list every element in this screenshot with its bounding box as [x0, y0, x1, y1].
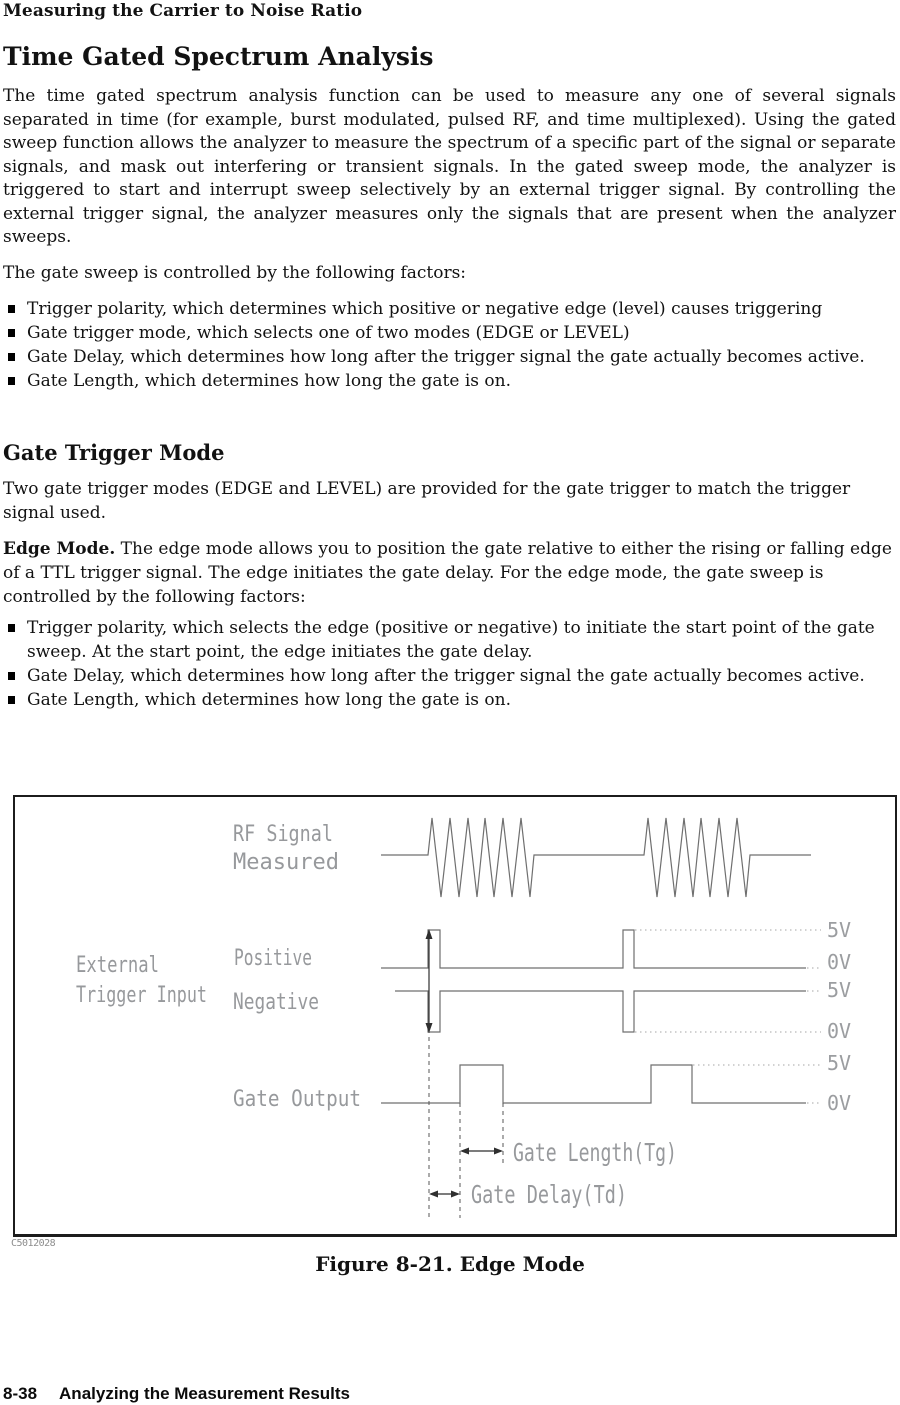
rf-signal-label-line2: Measured [233, 850, 339, 875]
rf-signal-waveform [381, 818, 811, 897]
page-footer [3, 1384, 897, 1404]
edge-mode-paragraph [3, 537, 896, 609]
edge-mode-body-text: The edge mode allows you to position the gate relative to either the rising or falling edge of a TTL trigger signal. The edge initiates the gate delay. For the edge mode, the gate sweep is controlled by the following factors: [3, 539, 892, 607]
arrowhead-right-icon [494, 1148, 503, 1155]
list-item-text: Gate Delay, which determines how long after the trigger signal the gate actually becomes active. [27, 666, 865, 686]
external-trigger-label-line2: Trigger Input [76, 983, 207, 1008]
rf-signal-label-line1: RF Signal [233, 822, 333, 847]
bullet-square-icon [8, 377, 15, 385]
arrowhead-left-icon [429, 1191, 438, 1198]
arrowhead-right-icon [451, 1191, 460, 1198]
section-intro-paragraph: The time gated spectrum analysis function can be used to measure any one of several signals separated in time (for example, burst modulated, pulsed RF, and time multiplexed). Using the gated sweep function allows the analyzer to measure the spectrum of a specific part of the signal or separate signals, and mask out interfering or transient signals. In the gated sweep mode, the analyzer is triggered to start and interrupt sweep selectively by an external trigger signal. By controlling the external trigger signal, the analyzer measures only the signals that are present when the analyzer sweeps. [3, 86, 896, 247]
bullet-square-icon [8, 696, 15, 704]
voltage-label-5v-gate: 5V [827, 1051, 852, 1075]
voltage-label-0v-negative: 0V [827, 1019, 852, 1043]
negative-trigger-waveform [395, 991, 806, 1032]
positive-label: Positive [234, 946, 312, 971]
footer-title: Analyzing the Measurement Results [59, 1384, 350, 1403]
gate-sweep-factors-list [3, 297, 898, 393]
edge-mode-runin-heading: Edge Mode. [3, 539, 116, 559]
list-item-text: Gate trigger mode, which selects one of two modes (EDGE or LEVEL) [27, 323, 630, 343]
running-header: Measuring the Carrier to Noise Ratio [3, 1, 363, 21]
voltage-label-0v-gate: 0V [827, 1091, 852, 1115]
list-item [3, 369, 898, 393]
gate-length-label: Gate Length(Tg) [513, 1138, 677, 1167]
subsection-intro-paragraph: Two gate trigger modes (EDGE and LEVEL) are provided for the gate trigger to match the trigger signal used. [3, 479, 851, 523]
list-item [3, 688, 898, 712]
bullet-square-icon [8, 353, 15, 361]
edge-mode-figure [13, 795, 897, 1237]
list-item [3, 321, 898, 345]
external-trigger-label-line1: External [76, 953, 159, 978]
arrowhead-left-icon [460, 1148, 469, 1155]
list-item-text: Trigger polarity, which selects the edge (positive or negative) to initiate the start point of the gate sweep. At the start point, the edge initiates the gate delay. [27, 618, 875, 662]
section-title: Time Gated Spectrum Analysis [3, 42, 434, 71]
negative-label: Negative [233, 990, 319, 1015]
list-item-text: Gate Length, which determines how long the gate is on. [27, 371, 512, 391]
gate-output-label: Gate Output [233, 1087, 361, 1112]
bullet-square-icon [8, 672, 15, 680]
positive-trigger-waveform [381, 930, 806, 968]
bullet-square-icon [8, 329, 15, 337]
figure-caption: Figure 8-21. Edge Mode [315, 1252, 585, 1276]
gate-delay-label: Gate Delay(Td) [471, 1180, 627, 1209]
list-item [3, 345, 898, 369]
gate-output-waveform [381, 1065, 806, 1103]
list-item [3, 297, 898, 321]
figure-part-number: C5012028 [11, 1238, 56, 1249]
voltage-label-0v-positive: 0V [827, 950, 852, 974]
edge-mode-factors-list [3, 616, 898, 712]
subsection-title: Gate Trigger Mode [3, 440, 225, 465]
edge-mode-timing-diagram [15, 797, 895, 1231]
factors-lead-paragraph: The gate sweep is controlled by the following factors: [3, 263, 467, 283]
list-item [3, 664, 898, 688]
voltage-label-5v-negative: 5V [827, 978, 852, 1002]
bullet-square-icon [8, 624, 15, 632]
list-item-text: Trigger polarity, which determines which positive or negative edge (level) causes triggering [27, 299, 823, 319]
list-item [3, 616, 898, 664]
voltage-label-5v-positive: 5V [827, 918, 852, 942]
list-item-text: Gate Length, which determines how long the gate is on. [27, 690, 512, 710]
list-item-text: Gate Delay, which determines how long after the trigger signal the gate actually becomes active. [27, 347, 865, 367]
footer-page-number: 8-38 [3, 1384, 38, 1403]
bullet-square-icon [8, 305, 15, 313]
